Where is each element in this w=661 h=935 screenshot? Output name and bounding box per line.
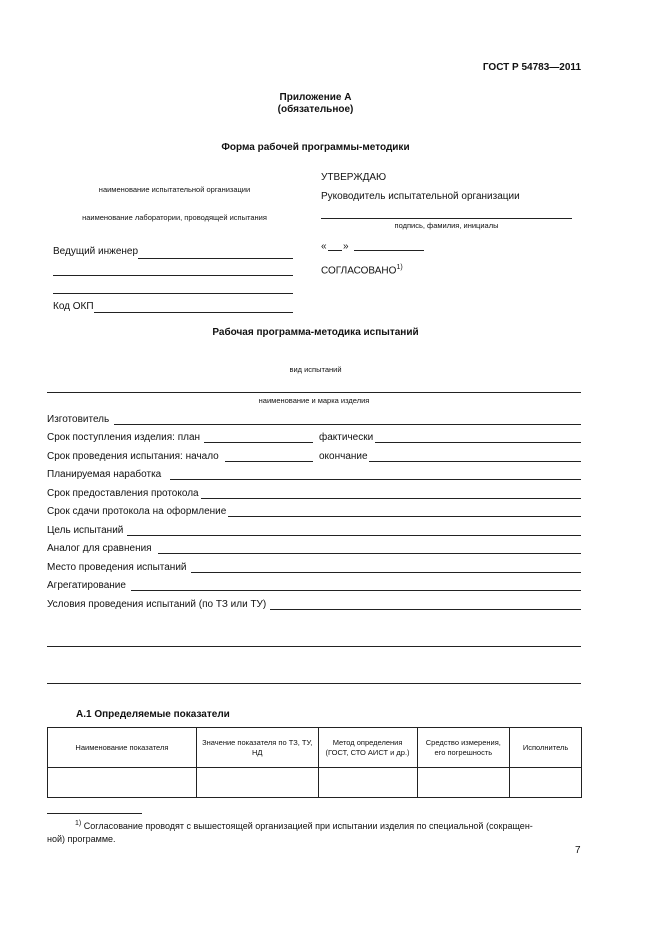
org-name-caption: наименование испытательной организации [98, 185, 251, 194]
appendix-subtitle: (обязательное) [277, 104, 354, 115]
protocol-submission-line[interactable] [228, 516, 581, 517]
table-cell[interactable] [417, 768, 510, 798]
receipt-actual-label: фактически [319, 432, 374, 443]
agreed-text: СОГЛАСОВАНО [321, 265, 397, 277]
lab-name-caption: наименование лаборатории, проводящей испытания [82, 213, 267, 222]
footnote-mark: 1) [75, 820, 82, 827]
aggregation-label: Агрегатирование [47, 580, 126, 591]
planned-operation-line[interactable] [170, 479, 581, 480]
column-header: Значение показателя по ТЗ, ТУ, НД [196, 728, 318, 768]
test-start-line[interactable] [225, 461, 313, 462]
aggregation-line[interactable] [131, 590, 581, 591]
table-cell[interactable] [318, 768, 417, 798]
date-day-line[interactable] [328, 250, 342, 251]
protocol-submission-label: Срок сдачи протокола на оформление [47, 506, 227, 517]
document-number: ГОСТ Р 54783—2011 [482, 62, 581, 73]
page-number: 7 [575, 845, 581, 856]
date-open-quote: « [321, 241, 327, 252]
test-start-label: Срок проведения испытания: начало [47, 451, 219, 462]
okp-code-line[interactable] [94, 312, 293, 313]
lead-engineer-label: Ведущий инженер [53, 246, 139, 257]
column-header: Метод определения (ГОСТ, СТО АИСТ и др.) [318, 728, 417, 768]
column-header: Наименование показателя [48, 728, 197, 768]
footnote [47, 817, 581, 846]
manufacturer-label: Изготовитель [47, 414, 110, 425]
date-close-quote: » [343, 241, 349, 252]
test-type-caption: вид испытаний [289, 365, 342, 374]
receipt-actual-line[interactable] [375, 442, 581, 443]
test-location-label: Место проведения испытаний [47, 562, 187, 573]
date-month-line[interactable] [354, 250, 424, 251]
conditions-label: Условия проведения испытаний (по ТЗ или ТУ) [47, 599, 267, 610]
protocol-deadline-line[interactable] [201, 498, 581, 499]
program-title: Рабочая программа-методика испытаний [212, 327, 419, 338]
column-header: Исполнитель [510, 728, 582, 768]
test-end-line[interactable] [369, 461, 581, 462]
table-header-row [48, 728, 582, 768]
okp-code-label: Код ОКП [53, 301, 94, 312]
analog-label: Аналог для сравнения [47, 543, 152, 554]
footnote-text-continued: ной) программе. [47, 834, 116, 844]
table-cell[interactable] [48, 768, 197, 798]
conditions-line[interactable] [270, 609, 581, 610]
footnote-separator [47, 813, 142, 814]
footnote-text: Согласование проводят с вышестоящей организацией при испытании изделия по специальной (сокращен- [83, 821, 533, 831]
approve-label: УТВЕРЖДАЮ [321, 172, 387, 183]
signature-line[interactable] [321, 218, 572, 219]
form-title: Форма рабочей программы-методики [221, 142, 410, 153]
test-end-label: окончание [319, 451, 368, 462]
blank-line[interactable] [47, 646, 581, 647]
lead-engineer-line[interactable] [138, 258, 293, 259]
appendix-title: Приложение А [279, 92, 352, 103]
blank-line[interactable] [53, 293, 293, 294]
table-cell[interactable] [196, 768, 318, 798]
planned-operation-label: Планируемая наработка [47, 469, 162, 480]
manufacturer-line[interactable] [114, 424, 581, 425]
blank-line[interactable] [53, 275, 293, 276]
section-a1-title: А.1 Определяемые показатели [76, 709, 230, 720]
table-cell[interactable] [510, 768, 582, 798]
test-goal-label: Цель испытаний [47, 525, 124, 536]
blank-line[interactable] [47, 683, 581, 684]
agreed-footnote-mark: 1) [396, 264, 403, 271]
column-header: Средство измерения, его погрешность [417, 728, 510, 768]
signature-caption: подпись, фамилия, инициалы [394, 221, 499, 230]
test-location-line[interactable] [191, 572, 581, 573]
receipt-plan-line[interactable] [204, 442, 313, 443]
protocol-deadline-label: Срок предоставления протокола [47, 488, 199, 499]
test-goal-line[interactable] [127, 535, 581, 536]
agreed-label [321, 264, 403, 276]
analog-line[interactable] [158, 553, 581, 554]
receipt-plan-label: Срок поступления изделия: план [47, 432, 201, 443]
product-caption: наименование и марка изделия [258, 396, 370, 405]
table-row [48, 768, 582, 798]
product-line[interactable] [47, 392, 581, 393]
indicators-table [47, 727, 582, 798]
head-label: Руководитель испытательной организации [321, 191, 520, 202]
